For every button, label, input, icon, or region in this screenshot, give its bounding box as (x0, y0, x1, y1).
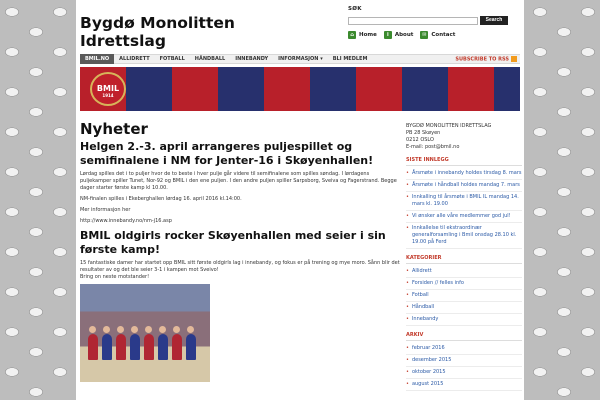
search-label: SØK (348, 6, 362, 12)
site-title-line1[interactable]: Bygdø Monolitten (80, 14, 235, 32)
category-link[interactable] (406, 314, 522, 326)
category-label[interactable]: Håndball (411, 304, 435, 310)
sidebar (406, 123, 522, 391)
home-icon: ⌂ (348, 31, 356, 39)
nav-item-bmil[interactable]: BMIL.NO (80, 54, 114, 64)
player-figure (102, 334, 112, 360)
bullet-icon: • (406, 170, 409, 176)
category-label[interactable]: Innebandy (411, 316, 439, 322)
contact-link-label[interactable]: Contact (431, 32, 456, 38)
rss-link[interactable] (455, 56, 520, 63)
team-photo[interactable] (80, 284, 210, 382)
rss-link-label[interactable]: SUBSCRIBE TO RSS (455, 56, 509, 63)
player-figure (158, 334, 168, 360)
post-title[interactable]: BMIL oldgirls rocker Skøyenhallen med seier i sin første kamp! (80, 229, 386, 256)
mail-icon: ✉ (422, 32, 427, 38)
archive-link[interactable] (406, 367, 522, 379)
post-paragraph: Bring on neste motstander! (80, 274, 150, 280)
chevron-down-icon: ▾ (320, 56, 323, 62)
bullet-icon: • (406, 268, 409, 274)
player-head (131, 326, 138, 333)
bullet-icon: • (406, 316, 409, 322)
recent-post-link[interactable] (406, 168, 522, 180)
recent-post-link[interactable] (406, 211, 522, 223)
rss-icon (511, 56, 517, 62)
archive-link[interactable] (406, 379, 522, 391)
post-body (80, 171, 402, 225)
player-head (159, 326, 166, 333)
recent-post-label[interactable]: Vi ønsker alle våre medlemmer god jul! (411, 213, 511, 219)
player-head (103, 326, 110, 333)
nav-item-innebandy[interactable]: INNEBANDY (235, 56, 269, 62)
category-label[interactable]: Allidrett (411, 268, 432, 274)
player-head (187, 326, 194, 333)
recent-post-label[interactable]: Innkalling til årsmøte i BMIL IL mandag 14. mars kl. 19.00 (411, 194, 519, 207)
nav-item-informasjon[interactable] (273, 54, 328, 64)
bullet-icon: • (406, 345, 409, 351)
page-title: Nyheter (80, 120, 148, 138)
header-banner (80, 67, 520, 111)
site-header (76, 0, 524, 52)
bullet-icon: • (406, 369, 409, 375)
info-icon: i (384, 31, 392, 39)
player-figure (144, 334, 154, 360)
player-head (145, 326, 152, 333)
bullet-icon: • (406, 292, 409, 298)
site-title-line2[interactable]: Idrettslag (80, 32, 166, 50)
archive-label[interactable]: oktober 2015 (411, 369, 446, 375)
player-figure (186, 334, 196, 360)
category-link[interactable] (406, 290, 522, 302)
post-paragraph: Lørdag spilles det i to puljer hvor de to beste i hver pulje går videre til semifinalene som spilles søndag. I lørdagens puljekamper spiller Tunet, Nor-92 og BMIL i den ene puljen. I den andre puljen spiller Sarpsborg, Sveiva og Fagerstrand. Begge dager starter første kamp kl 10.00. (80, 171, 397, 191)
bullet-icon: • (406, 357, 409, 363)
search-area (348, 6, 518, 39)
club-logo (90, 72, 126, 106)
search-button[interactable]: Search (480, 16, 508, 25)
recent-posts-heading: SISTE INNLEGG (406, 157, 522, 166)
archive-label[interactable]: desember 2015 (411, 357, 452, 363)
player-figure (116, 334, 126, 360)
recent-post-link[interactable] (406, 192, 522, 211)
archive-link[interactable] (406, 343, 522, 355)
bullet-icon: • (406, 381, 409, 387)
bullet-icon: • (406, 182, 409, 188)
player-head (117, 326, 124, 333)
archive-heading: ARKIV (406, 332, 522, 341)
logo-year: 1914 (102, 93, 114, 98)
search-row (348, 16, 518, 25)
archive-link[interactable] (406, 355, 522, 367)
contact-link[interactable] (420, 31, 455, 39)
category-label[interactable]: Forsiden // felles info (411, 280, 464, 286)
about-link-label[interactable]: About (394, 32, 414, 38)
archive-label[interactable]: februar 2016 (411, 345, 445, 351)
home-link[interactable] (348, 31, 377, 39)
home-link-label[interactable]: Home (359, 32, 377, 38)
post (80, 140, 402, 225)
category-link[interactable] (406, 266, 522, 278)
recent-post-label[interactable]: Årsmøte i håndball holdes mandag 7. mars (411, 182, 520, 188)
category-link[interactable] (406, 302, 522, 314)
search-input[interactable] (348, 17, 478, 25)
recent-post-label[interactable]: Årsmøte i innebandy holdes tirsdag 8. mars (411, 170, 522, 176)
main-content (80, 120, 402, 382)
about-link[interactable] (384, 31, 414, 39)
nav-item-informasjon-label[interactable]: INFORMASJON (278, 56, 319, 62)
recent-post-link[interactable] (406, 223, 522, 249)
recent-post-link[interactable] (406, 180, 522, 192)
post-paragraph: NM-finalen spilles i Ekeberghallen lørdag 16. april 2016 kl.14:00. (80, 196, 242, 202)
post-title[interactable]: Helgen 2.-3. april arrangeres puljespillet og semifinalene i NM for Jenter-16 i Skøyenhallen! (80, 140, 374, 167)
logo-text: BMIL (96, 84, 120, 93)
nav-item-handball[interactable]: HÅNDBALL (194, 56, 226, 62)
post-link[interactable]: http://www.innebandy.no/nm-j16.asp (80, 218, 172, 224)
player-figure (130, 334, 140, 360)
categories-heading: KATEGORIER (406, 255, 522, 264)
player-figure (172, 334, 182, 360)
player-head (89, 326, 96, 333)
main-nav (80, 54, 520, 64)
club-address (406, 123, 522, 151)
quick-links (348, 31, 518, 39)
nav-item-fotball[interactable]: FOTBALL (159, 56, 185, 62)
email-line[interactable]: E-mail: post@bmil.no (406, 144, 460, 150)
category-label[interactable]: Fotball (411, 292, 429, 298)
bullet-icon: • (406, 225, 409, 231)
site-title[interactable] (80, 14, 270, 50)
post-paragraph: Mer informasjon her (80, 207, 131, 213)
post (80, 229, 402, 382)
recent-post-label[interactable]: Innkallelse til ekstraordinær generalforsamling i Bmil onsdag 28.10 kl. 19.00 på Ferd (411, 225, 517, 245)
category-link[interactable] (406, 278, 522, 290)
post-body (80, 260, 402, 281)
nav-item-allidrett[interactable]: ALLIDRETT (119, 56, 150, 62)
bullet-icon: • (406, 304, 409, 310)
post-paragraph: 15 fantastiske damer har startet opp BMIL sitt første oldgirls lag i innebandy, og fokus er på trening og mye moro. Sånn blir det resultater av og det ble seier 3-1 i kampen mot Sveivo! (80, 260, 400, 273)
page-container (76, 0, 524, 400)
address-line: 0212 OSLO (406, 137, 434, 143)
player-figure (88, 334, 98, 360)
bullet-icon: • (406, 213, 409, 219)
address-line: PB 28 Skøyen (406, 130, 441, 136)
address-line: BYGDØ MONOLITTEN IDRETTSLAG (406, 123, 492, 129)
archive-label[interactable]: august 2015 (411, 381, 444, 387)
bullet-icon: • (406, 280, 409, 286)
player-head (173, 326, 180, 333)
nav-item-bli-medlem[interactable]: BLI MEDLEM (332, 56, 368, 62)
bullet-icon: • (406, 194, 409, 200)
